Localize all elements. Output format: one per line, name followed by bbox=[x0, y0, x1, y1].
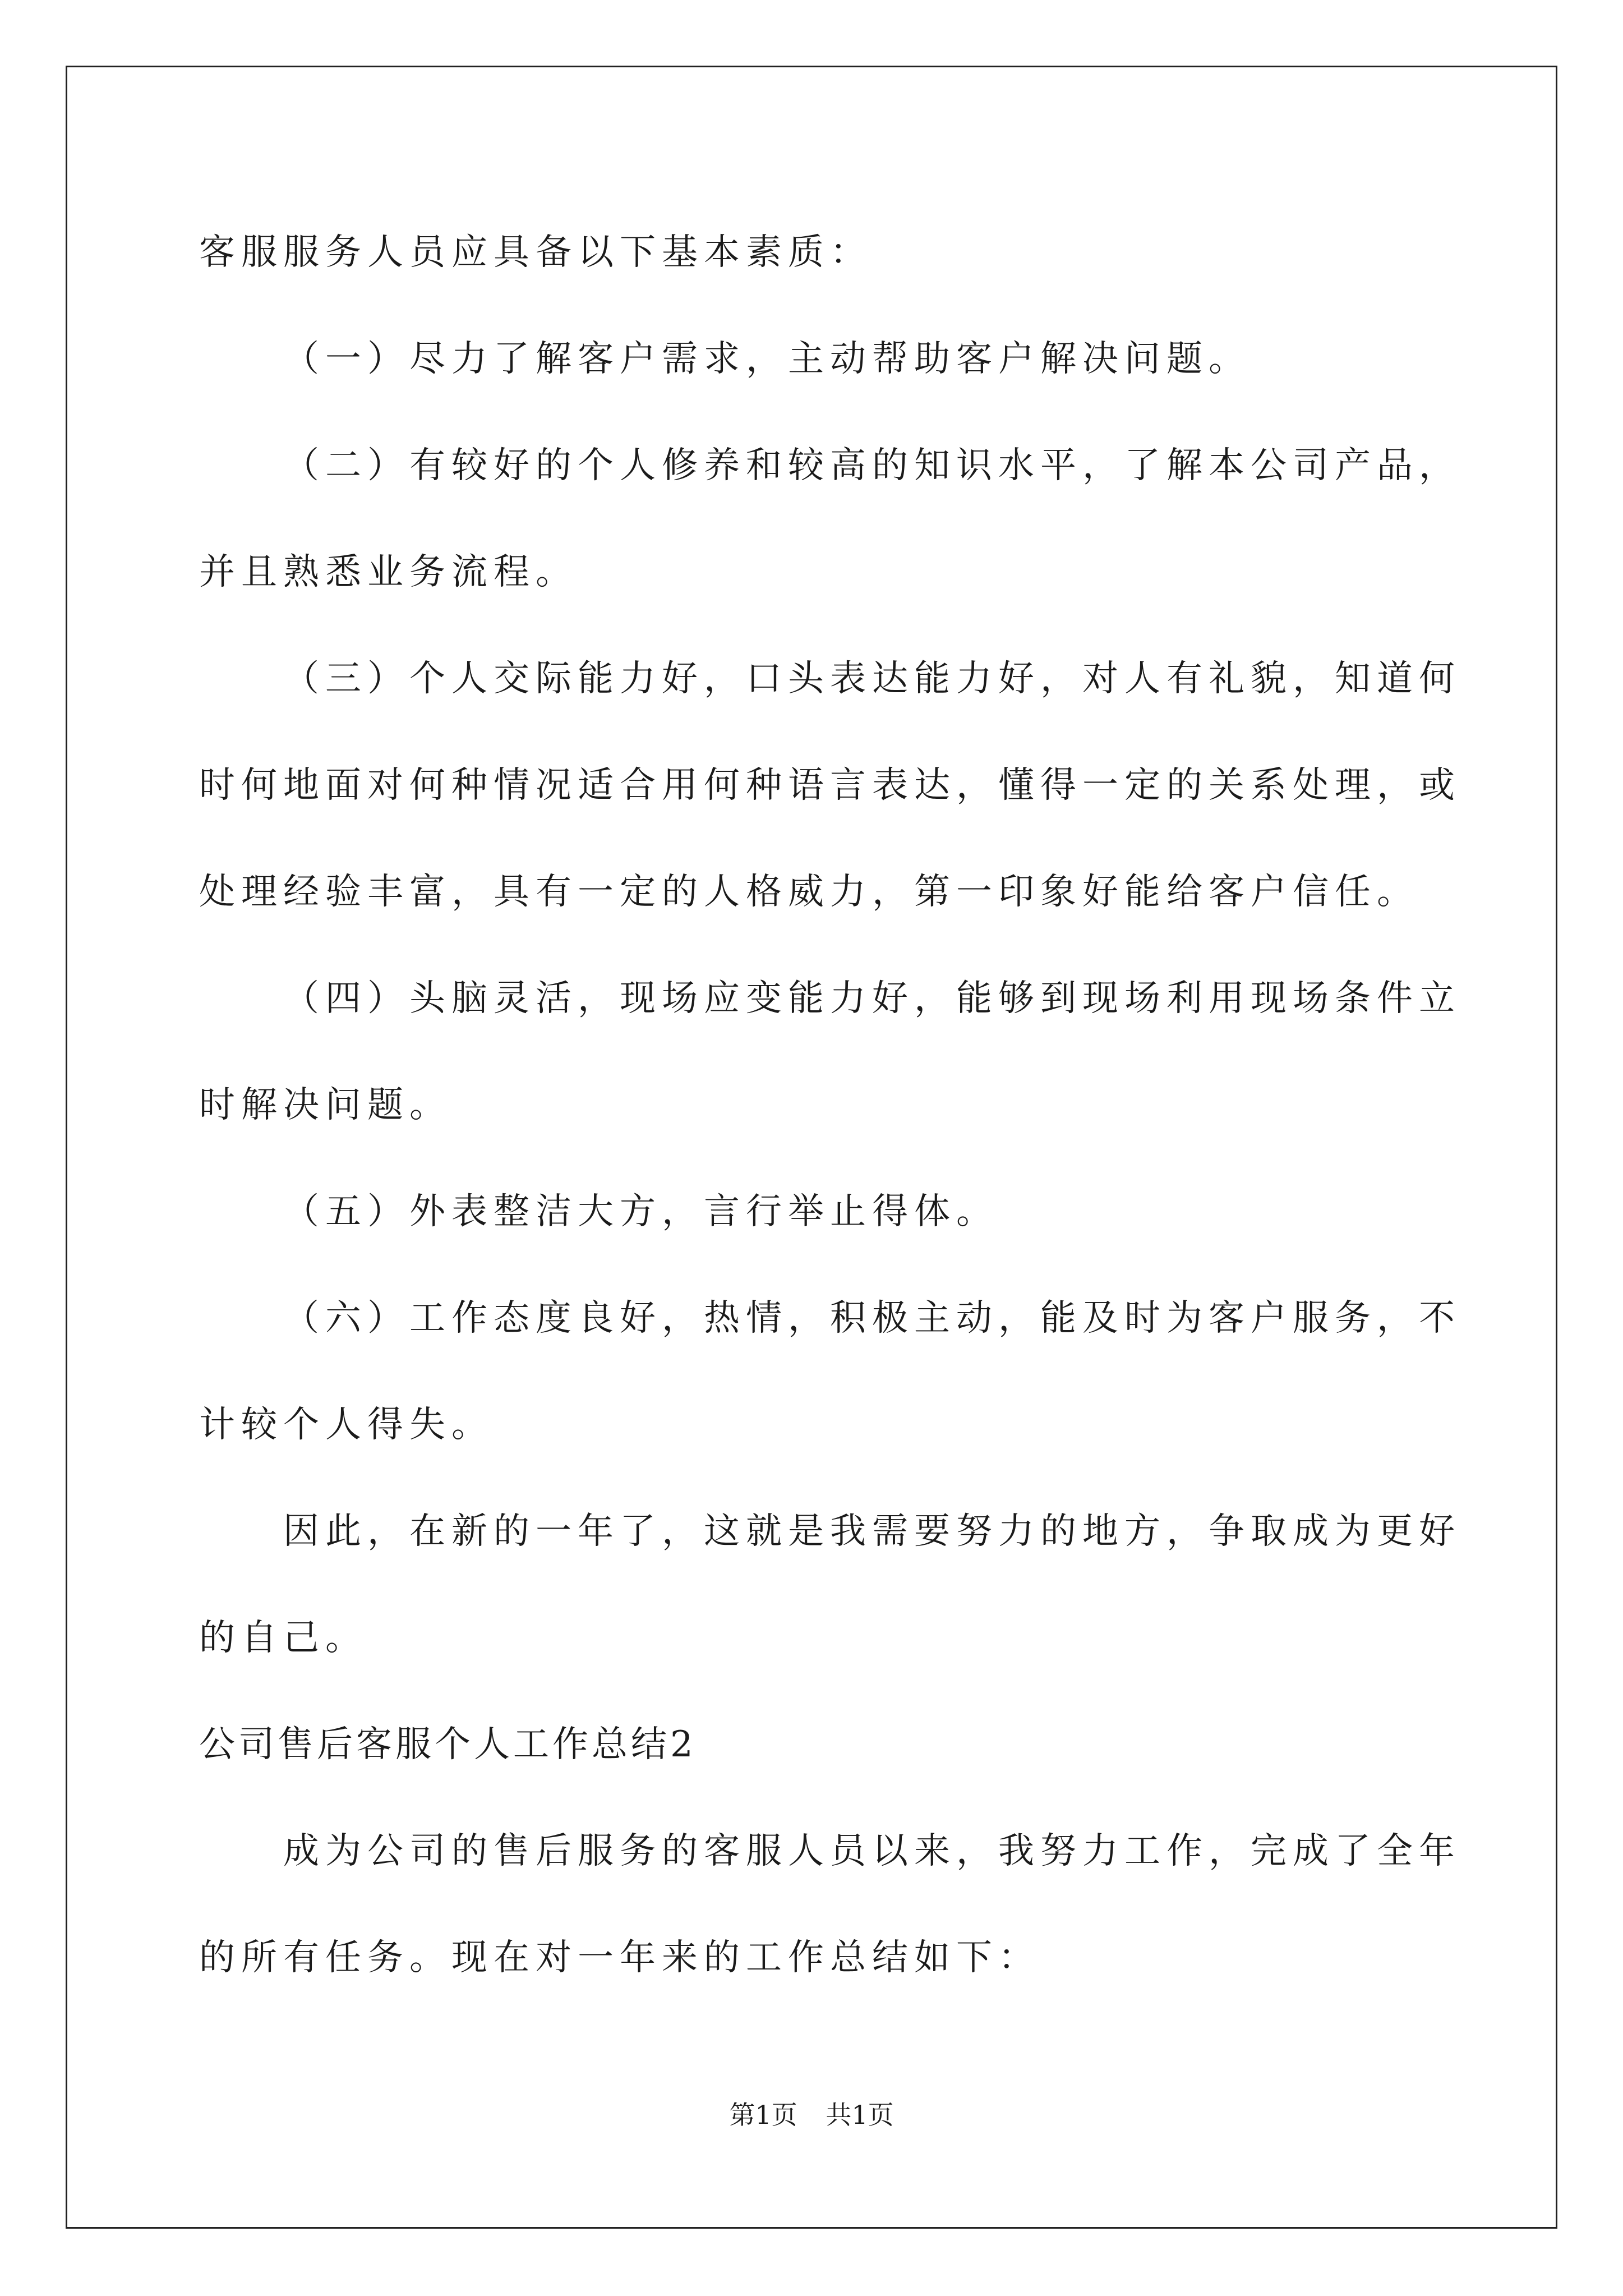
page-footer bbox=[0, 2098, 1623, 2132]
section-heading: 公司售后客服个人工作总结2 bbox=[199, 1724, 697, 1765]
intro-line: 客服服务人员应具备以下基本素质： bbox=[199, 232, 872, 273]
item-4-line-2: 时解决问题。 bbox=[199, 1084, 451, 1126]
conclusion-line-2: 的自己。 bbox=[199, 1617, 367, 1659]
summary-line-1: 成为公司的售后服务的客服人员以来，我努力工作，完成了全年 bbox=[283, 1830, 1461, 1872]
summary-line-2: 的所有任务。现在对一年来的工作总结如下： bbox=[199, 1937, 1040, 1978]
item-6-line-1: （六）工作态度良好，热情，积极主动，能及时为客户服务，不 bbox=[283, 1297, 1461, 1339]
page-number: 第1页 bbox=[729, 2100, 797, 2130]
item-1-line: （一）尽力了解客户需求，主动帮助客户解决问题。 bbox=[283, 338, 1251, 380]
item-4-line-1: （四）头脑灵活，现场应变能力好，能够到现场利用现场条件立 bbox=[283, 978, 1461, 1019]
item-5-line: （五）外表整洁大方，言行举止得体。 bbox=[283, 1191, 998, 1232]
item-3-line-1: （三）个人交际能力好，口头表达能力好，对人有礼貌，知道何 bbox=[283, 658, 1461, 700]
item-3-line-2: 时何地面对何种情况适合用何种语言表达，懂得一定的关系处理，或 bbox=[199, 765, 1461, 806]
page-total: 共1页 bbox=[826, 2100, 894, 2130]
item-3-line-3: 处理经验丰富，具有一定的人格威力，第一印象好能给客户信任。 bbox=[199, 871, 1419, 913]
item-2-line-1: （二）有较好的个人修养和较高的知识水平，了解本公司产品， bbox=[283, 445, 1461, 486]
conclusion-line-1: 因此，在新的一年了，这就是我需要努力的地方，争取成为更好 bbox=[283, 1511, 1461, 1552]
item-2-line-2: 并且熟悉业务流程。 bbox=[199, 551, 578, 593]
page-border bbox=[66, 66, 1557, 2229]
item-6-line-2: 计较个人得失。 bbox=[199, 1404, 494, 1446]
